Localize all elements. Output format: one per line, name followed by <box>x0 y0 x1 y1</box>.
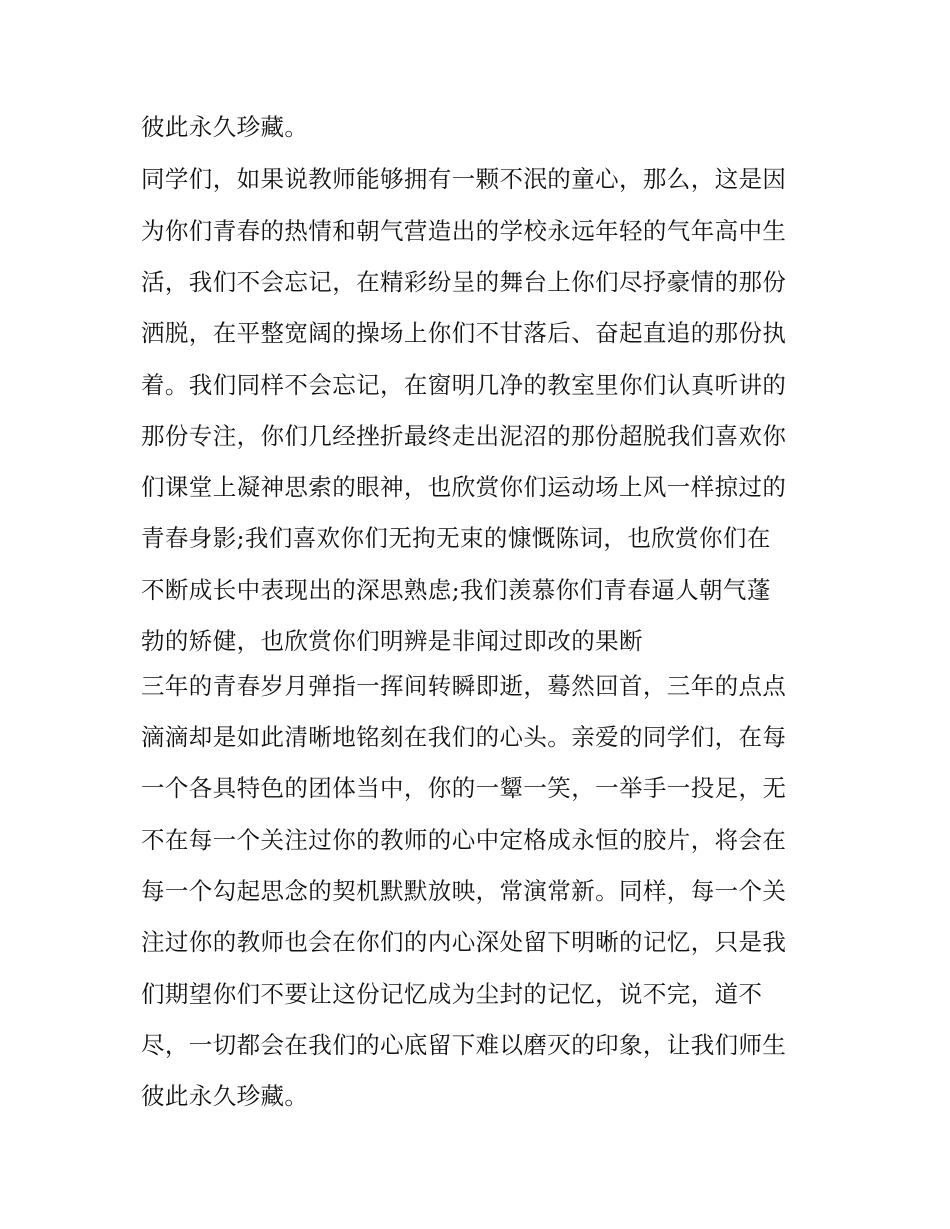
text-line: 勃的矫健，也欣赏你们明辨是非闻过即改的果断 <box>141 627 643 655</box>
text-line: 一个各具特色的团体当中，你的一颦一笑，一举手一投足，无 <box>141 774 787 802</box>
text-line: 青春身影;我们喜欢你们无拘无束的慷慨陈词，也欣赏你们在 <box>141 524 771 552</box>
text-line: 们期望你们不要让这份记忆成为尘封的记忆，说不完，道不 <box>141 980 763 1008</box>
text-line: 不在每一个关注过你的教师的心中定格成永恒的胶片，将会在 <box>141 826 787 854</box>
text-line: 滴滴却是如此清晰地铭刻在我们的心头。亲爱的同学们，在每 <box>141 723 787 751</box>
text-line: 不断成长中表现出的深思熟虑;我们羡慕你们青春逼人朝气蓬 <box>141 576 771 604</box>
text-line: 三年的青春岁月弹指一挥间转瞬即逝，蓦然回首，三年的点点 <box>141 672 787 700</box>
text-line: 着。我们同样不会忘记，在窗明几净的教室里你们认真听讲的 <box>141 371 787 399</box>
text-line: 每一个勾起思念的契机默默放映，常演常新。同样，每一个关 <box>141 877 787 905</box>
text-line: 那份专注，你们几经挫折最终走出泥沼的那份超脱我们喜欢你 <box>141 422 787 450</box>
text-line: 为你们青春的热情和朝气营造出的学校永远年轻的气年高中生 <box>141 217 787 245</box>
text-line: 尽，一切都会在我们的心底留下难以磨灭的印象，让我们师生 <box>141 1031 787 1059</box>
text-line: 们课堂上凝神思索的眼神，也欣赏你们运动场上风一样掠过的 <box>141 473 787 501</box>
text-line: 活，我们不会忘记，在精彩纷呈的舞台上你们尽抒豪情的那份 <box>141 268 787 296</box>
text-line: 彼此永久珍藏。 <box>141 1082 309 1110</box>
text-line: 彼此永久珍藏。 <box>141 113 309 141</box>
text-line: 注过你的教师也会在你们的内心深处留下明晰的记忆，只是我 <box>141 928 787 956</box>
text-line: 洒脱，在平整宽阔的操场上你们不甘落后、奋起直追的那份执 <box>141 319 787 347</box>
text-line: 同学们，如果说教师能够拥有一颗不泯的童心，那么，这是因 <box>141 165 787 193</box>
